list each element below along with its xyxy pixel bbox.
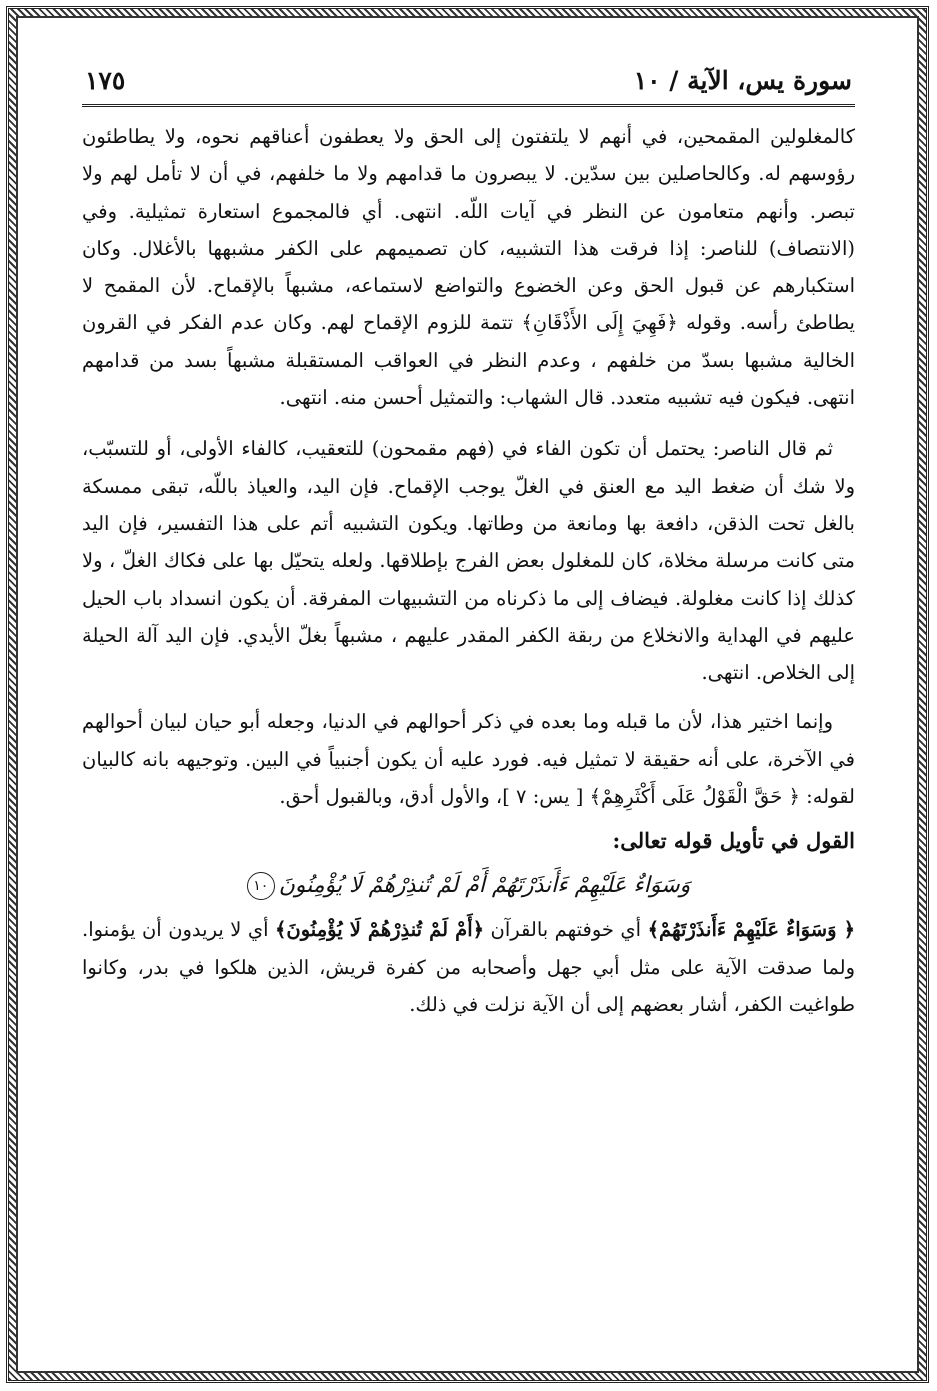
section-heading: القول في تأويل قوله تعالى: [612, 828, 855, 854]
running-title: سورة يس، الآية / ١٠ [633, 65, 852, 95]
quran-verse [82, 861, 855, 911]
paragraph-2: ثم قال الناصر: يحتمل أن تكون الفاء في (فهم مقمحون) للتعقيب، كالفاء الأولى، أو للتسبّب، ولا شك أن ضغط اليد مع العنق في الغلّ يوجب الإقماح. فإن اليد، والعياذ باللّه، تبقى ممسكة بالغل تحت الذقن، دافعة بها ومانعة من وطاتها. ويكون التشبيه أتم على هذا التفسير، فإن اليد متى كانت مرسلة مخلاة، كان للمغلول بعض الفرج بإطلاقها. ولعله يتحيّل بها على فكاك الغلّ ، ولا كذلك إذا كانت مغلولة. فيضاف إلى ما ذكرناه من التشبيهات المفرقة. أن يكون انسداد باب الحيل عليهم في الهداية والانخلاع من ربقة الكفر المقدر عليهم ، مشبهاً بغلّ الأيدي. فإن اليد آلة الحيلة إلى الخلاص. انتهى. [82, 437, 855, 685]
page-body [82, 118, 855, 1023]
header-rule [82, 104, 855, 107]
quote-1: ﴿ وَسَوَاءٌ عَلَيْهِمْ ءَأَنذَرْتَهُمْ﴾ [647, 918, 855, 942]
paragraph-3: وإنما اختير هذا، لأن ما قبله وما بعده في ذكر أحوالهم في الدنيا، وجعله أبو حيان لبيان أحوالهم في الآخرة، على أنه حقيقة لا تمثيل فيه. فورد عليه أن يكون أجنبياً في البين. وتوجيهه بانه كالبيان لقوله: ﴿ حَقَّ الْقَوْلُ عَلَى أَكْثَرِهِمْ﴾ [ يس: ٧ ]، والأول أدق، وبالقبول أحق. [82, 710, 855, 809]
paragraph-1: كالمغلولين المقمحين، في أنهم لا يلتفتون إلى الحق ولا يعطفون أعناقهم نحوه، ولا يطاطئون رؤوسهم له. وكالحاصلين بين سدّين. لا يبصرون ما قدامهم ولا ما خلفهم، في أن لا تأمل لهم ولا تبصر. وأنهم متعامون عن النظر في آيات اللّه. انتهى. أي فالمجموع استعارة تمثيلية. وفي (الانتصاف) للناصر: إذا فرقت هذا التشبيه، كان تصميمهم على الكفر مشبهها بالأغلال. وكان استكبارهم عن قبول الحق وعن الخضوع والتواضع لاستماعه، مشبهاً بالإقماح. لأن المقمح لا يطاطئ رأسه. وقوله ﴿فَهِيَ إِلَى الأَذْقَانِ﴾ تتمة للزوم الإقماح لهم. وكان عدم الفكر في القرون الخالية مشبها بسدّ من خلفهم ، وعدم النظر في العواقب المستقبلة مشبهاً بسد من قدامهم انتهى. فيكون فيه تشبيه متعدد. قال الشهاب: والتمثيل أحسن منه. انتهى. [82, 125, 855, 410]
paragraph-commentary [82, 911, 855, 1023]
verse-number-marker: ١٠ [247, 872, 275, 900]
page-header [85, 60, 852, 100]
verse-text: وَسَوَاءٌ عَلَيْهِمْ ءَأَنذَرْتَهُمْ أَمْ لَمْ تُنذِرْهُمْ لَا يُؤْمِنُونَ [278, 873, 691, 899]
page-number: ١٧٥ [85, 65, 126, 95]
quote-2: ﴿أَمْ لَمْ تُنذِرْهُمْ لَا يُؤْمِنُونَ﴾ [274, 918, 485, 942]
commentary-text-2: أي لا يريدون أن يؤمنوا. ولما صدقت الآية على مثل أبي جهل وأصحابه من كفرة قريش، الذين هلكوا في بدر، وكانوا طواغيت الكفر، أشار بعضهم إلى أن الآية نزلت في ذلك. [82, 918, 855, 1016]
commentary-text-1: أي خوفتهم بالقرآن [484, 918, 648, 942]
